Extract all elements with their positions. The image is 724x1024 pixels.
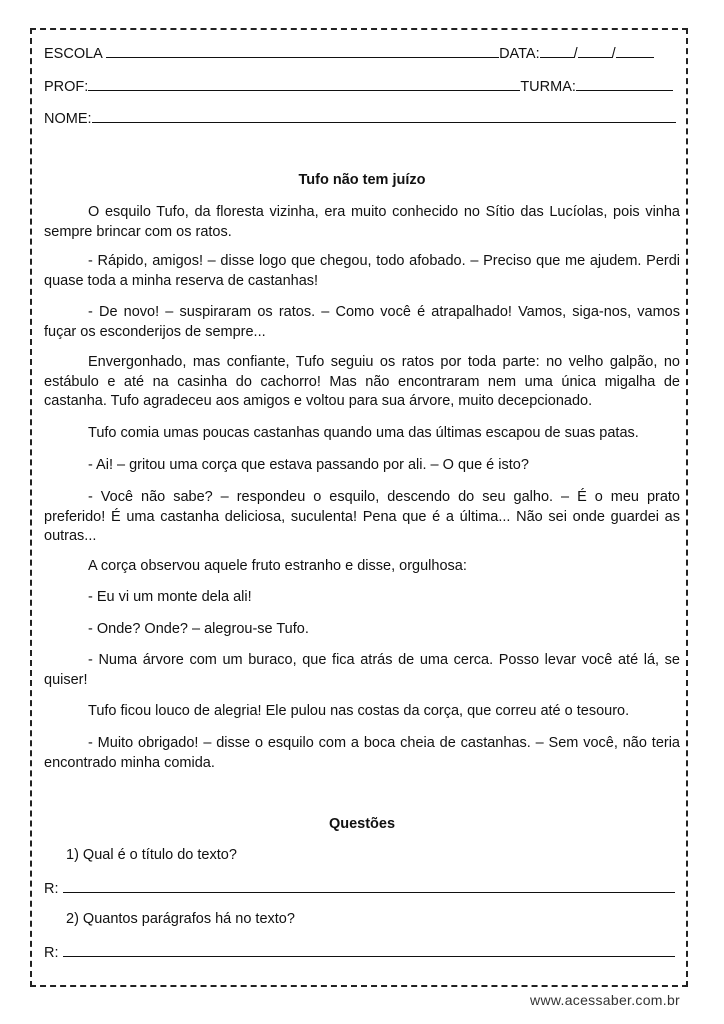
date-day-field[interactable] [540,44,574,58]
prof-label: PROF: [44,79,89,95]
answer-field-1[interactable] [63,879,675,893]
prof-row [44,77,673,95]
prof-field[interactable] [88,77,520,91]
story-paragraph: Tufo comia umas poucas castanhas quando uma das últimas escapou de suas patas. [88,425,639,441]
date-month-field[interactable] [578,44,612,58]
answer-label: R: [44,881,59,897]
answer-row-1 [44,879,680,897]
answer-field-2[interactable] [63,943,675,957]
story-paragraph: - Você não sabe? – respondeu o esquilo, descendo do seu galho. – É o meu prato preferido! É uma castanha deliciosa, suculenta! Pena que é a última... Não sei onde guardei as outras... [44,489,680,544]
story-paragraph: - Muito obrigado! – disse o esquilo com a boca cheia de castanhas. – Sem você, não teria encontrado minha comida. [44,735,680,771]
story-paragraph: Envergonhado, mas confiante, Tufo seguiu os ratos por toda parte: no velho galpão, no estábulo e até na casinha do cachorro! Mas não encontraram nem uma única migalha de castanha. Tufo agradeceu aos amigos e voltou para sua árvore, muito decepcionado. [44,354,680,409]
story-paragraph: - Ai! – gritou uma corça que estava passando por ali. – O que é isto? [88,457,529,473]
school-label: ESCOLA [44,46,103,62]
class-field[interactable] [576,77,673,91]
school-field[interactable] [106,44,499,58]
class-label: TURMA: [520,79,576,95]
story-paragraph: O esquilo Tufo, da floresta vizinha, era muito conhecido no Sítio das Lucíolas, pois vinha sempre brincar com os ratos. [44,204,680,240]
story-paragraph: - Numa árvore com um buraco, que fica atrás de uma cerca. Posso levar você até lá, se quiser! [44,652,680,688]
answer-label: R: [44,945,59,961]
footer-site: www.acessaber.com.br [530,992,680,1008]
questions-title: Questões [328,816,396,832]
question-1: 1) Qual é o título do texto? [66,847,237,863]
story-paragraph: - Rápido, amigos! – disse logo que chegou, todo afobado. – Preciso que me ajudem. Perdi quase toda a minha reserva de castanhas! [44,253,680,289]
date-label: DATA: [499,46,540,62]
story-paragraph: A corça observou aquele fruto estranho e disse, orgulhosa: [88,558,467,574]
story-paragraph: Tufo ficou louco de alegria! Ele pulou nas costas da corça, que correu até o tesouro. [88,703,630,719]
name-field[interactable] [92,109,676,123]
date-year-field[interactable] [616,44,654,58]
story-paragraph: - Onde? Onde? – alegrou-se Tufo. [88,621,309,637]
story-title: Tufo não tem juízo [298,172,426,188]
name-label: NOME: [44,111,92,127]
story-paragraph: - De novo! – suspiraram os ratos. – Como você é atrapalhado! Vamos, siga-nos, vamos fuçar os esconderijos de sempre... [44,304,680,340]
story-paragraph: - Eu vi um monte dela ali! [88,589,252,605]
school-row [44,44,654,62]
question-2: 2) Quantos parágrafos há no texto? [66,911,295,927]
name-row [44,109,676,127]
date-separator: / [573,46,578,62]
date-separator: / [611,46,616,62]
answer-row-2 [44,943,680,961]
